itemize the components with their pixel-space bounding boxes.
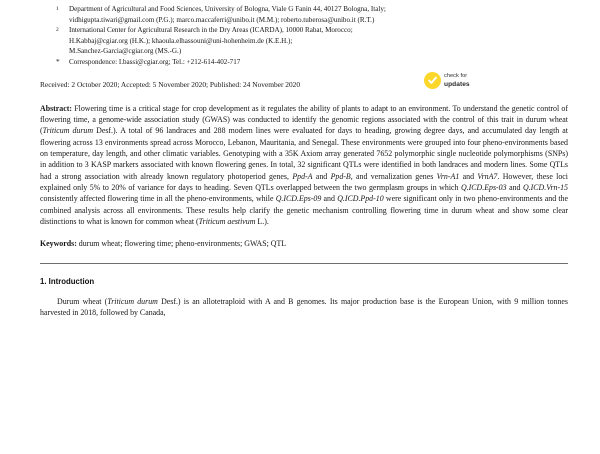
- correspondence-text: [69, 57, 568, 68]
- abstract-text-11: L.).: [255, 217, 269, 226]
- abstract-text-3: and: [312, 171, 331, 181]
- abstract-text-7: and: [506, 182, 523, 192]
- affiliation-line: International Center for Agricultural Research in the Dry Areas (ICARDA), 10000 Rabat, Morocco;: [69, 26, 353, 35]
- abstract-text-2: Desf.). A total of 96 landraces and 288 modern lines were evaluated for days to heading, growing degree days, and accumulated day length at flowering across 13 environments spread across Morocco, Lebanon, Mauritania, and Senegal. These environments were grouped into four pheno-environments based on temperature, day length, and other climatic variables. Genotyping with a 35K Axiom array generated 7652 polymorphic single nucleotide polymorphisms (SNPs) in addition to 3 KASP markers associated with known flowering genes. In total, 32 significant QTLs were identified in both landraces and modern lines. Some QTLs had a strong association with already known regulatory photoperiod genes,: [40, 126, 568, 181]
- correspondence-marker: *: [56, 56, 60, 66]
- keywords-value: durum wheat; flowering time; pheno-environments; GWAS; QTL: [76, 239, 287, 249]
- abstract-text-9: and: [321, 194, 338, 204]
- affiliation-line[interactable]: vidhigupta.tiwari@gmail.com (P.G.); marco.maccaferri@unibo.it (M.M.); roberto.tuberosa@unibo.it (R.T.): [69, 15, 375, 24]
- abstract-qtl-eps-03: Q.ICD.Eps-03: [460, 182, 507, 192]
- abstract-text-6: . However, these loci explained only 5% to 20% of variance for days to heading. Seven QTLs overlapped between the two germplasm groups in which: [40, 171, 568, 192]
- abstract-species-2: Triticum aestivum: [198, 217, 256, 226]
- affiliation-line[interactable]: H.Kabbaj@cgiar.org (H.K.); khaoula.elhassouni@uni-hohenheim.de (K.E.H.);: [69, 36, 293, 45]
- check-circle-icon: [424, 72, 441, 89]
- abstract-species-1: Triticum durum: [42, 126, 94, 136]
- introduction-heading: 1. Introduction: [40, 276, 95, 286]
- affiliation-marker: 1: [56, 6, 59, 12]
- abstract-gene-ppd-a: Ppd-A: [292, 171, 313, 181]
- publication-dates: Received: 2 October 2020; Accepted: 5 November 2020; Published: 24 November 2020: [40, 79, 301, 89]
- introduction-text-2: Desf.) is an allotetraploid with A and B genomes. Its major production base is the European Union, with 9 million tonnes harvested in 2018, followed by Canada,: [40, 296, 568, 318]
- correspondence-line[interactable]: Correspondence: I.bassi@cgiar.org; Tel.: +212-614-402-717: [69, 57, 241, 66]
- abstract-gene-ppd-b: Ppd-B: [330, 171, 351, 181]
- section-divider: [40, 263, 568, 264]
- introduction-text-1: Durum wheat (: [57, 296, 108, 306]
- affiliation-marker: 2: [56, 27, 59, 34]
- abstract-text-8: consistently affected flowering time in all the pheno-environments, while: [40, 194, 276, 204]
- paper-page: [0, 4, 600, 454]
- abstract-qtl-ppd-10: Q.ICD.Ppd-10: [337, 194, 384, 204]
- abstract-label: Abstract:: [40, 103, 72, 113]
- abstract-text-1: Flowering time is a critical stage for crop development as it regulates the ability of plants to adapt to an environment. To understand the genetic control of flowering time, a genome-wide association study (GWAS) was conducted to identify the genomic regions associated with the control of this trait in durum wheat (: [40, 103, 568, 136]
- crossmark-label: [444, 73, 470, 88]
- abstract-qtl-vrn-15: Q.ICD.Vrn-15: [522, 182, 568, 192]
- abstract-paragraph: [40, 103, 568, 228]
- affiliation-2: [56, 25, 568, 57]
- abstract-gene-vrn-a7: VrnA7: [477, 171, 498, 181]
- crossmark-badge[interactable]: [424, 72, 470, 89]
- introduction-species: Triticum durum: [107, 296, 158, 306]
- affiliation-text: [69, 4, 568, 25]
- affiliation-line: Department of Agricultural and Food Sciences, University of Bologna, Viale G Fanin 44, 40127 Bologna, Italy;: [69, 5, 386, 13]
- abstract-text-5: and: [459, 171, 478, 181]
- affiliation-line[interactable]: M.Sanchez-Garcia@cgiar.org (MS.-G.): [69, 47, 182, 56]
- abstract-gene-vrn-a1: Vrn-A1: [436, 171, 460, 181]
- affiliation-text: [69, 25, 568, 57]
- introduction-body: [40, 296, 568, 319]
- keywords-line: [40, 238, 568, 249]
- abstract-text-10: were significant only in two pheno-environments and the combined analysis across all environments. These results help clarify the genetic mechanism controlling flowering time in durum wheat and show some clear distinctions to what is known for common wheat (: [40, 194, 568, 226]
- keywords-label: Keywords:: [40, 239, 77, 249]
- affiliations-block: [56, 4, 568, 68]
- crossmark-line-2: updates: [444, 80, 470, 88]
- abstract-text-4: , and vernalization genes: [350, 171, 437, 181]
- abstract-qtl-eps-09: Q.ICD.Eps-09: [275, 194, 322, 204]
- correspondence-row: [56, 57, 568, 68]
- affiliation-1: [56, 4, 568, 25]
- crossmark-line-1: check for: [444, 73, 468, 80]
- introduction-paragraph: [40, 296, 568, 319]
